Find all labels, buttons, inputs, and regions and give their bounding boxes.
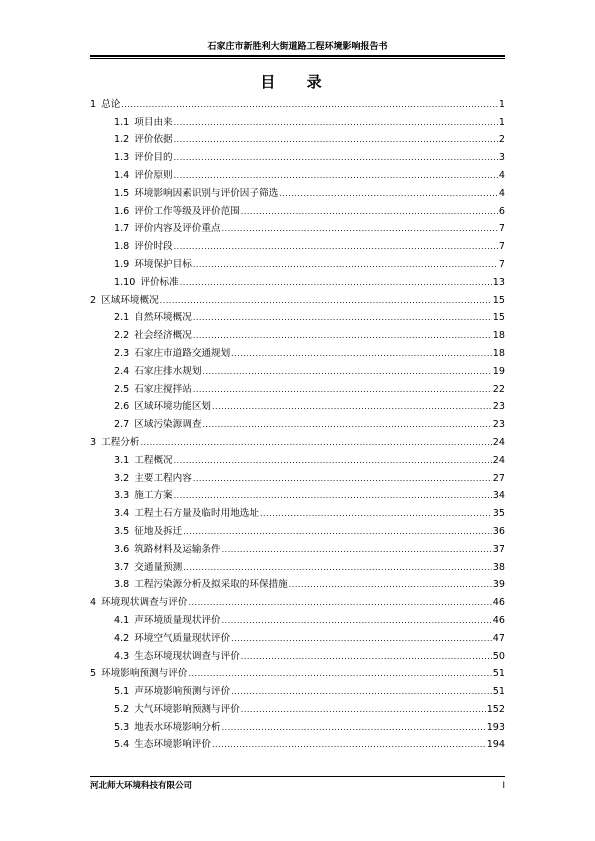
toc-entry-number: 2.4: [114, 365, 130, 377]
toc-dot-leader: [188, 668, 491, 680]
toc-section-entry[interactable]: [0, 680, 595, 698]
toc-entry-title: 项目由来: [134, 116, 173, 128]
toc-entry-page: 18: [492, 330, 505, 342]
toc-dot-leader: [174, 152, 498, 164]
header-divider-thick: [90, 55, 505, 57]
toc-entry-title: 大气环境影响预测与评价: [134, 703, 240, 715]
toc-heading: 目 录: [260, 73, 335, 91]
toc-dot-leader: [222, 722, 486, 734]
toc-entry-number: 3.8: [114, 579, 130, 591]
toc-entry-title: 评价原则: [134, 169, 173, 181]
toc-entry-title: 主要工程内容: [134, 472, 192, 484]
toc-entry-page: 24: [492, 436, 505, 448]
toc-entry-title: 社会经济概况: [134, 330, 192, 342]
toc-entry-title: 工程分析: [101, 436, 140, 448]
footer-page-number: I: [502, 781, 505, 791]
toc-entry-number: 4.2: [114, 632, 130, 644]
toc-entry-number: 4.1: [114, 614, 130, 626]
toc-entry-page: 50: [492, 650, 505, 662]
toc-entry-number: 2: [90, 294, 97, 306]
toc-section-entry[interactable]: [0, 235, 595, 253]
toc-entry-number: 3.5: [114, 525, 130, 537]
toc-section-entry[interactable]: [0, 485, 595, 503]
toc-dot-leader: [231, 686, 492, 698]
toc-dot-leader: [183, 562, 492, 574]
toc-dot-leader: [160, 295, 492, 307]
toc-entry-page: 7: [498, 258, 505, 270]
toc-entry-title: 石家庄市道路交通规划: [134, 347, 231, 359]
toc-entry-title: 石家庄排水规划: [134, 365, 202, 377]
toc-entry-title: 环境现状调查与评价: [101, 597, 188, 609]
toc-entry-page: 15: [492, 294, 505, 306]
toc-section-entry[interactable]: [0, 182, 595, 200]
toc-section-entry[interactable]: [0, 200, 595, 218]
toc-section-entry[interactable]: [0, 538, 595, 556]
toc-dot-leader: [188, 597, 491, 609]
toc-entry-title: 生态环境影响评价: [134, 739, 212, 751]
toc-entry-number: 1.3: [114, 152, 130, 164]
toc-entry-page: 15: [492, 312, 505, 324]
toc-entry-title: 总论: [101, 98, 121, 110]
toc-entry-number: 3.4: [114, 508, 130, 520]
toc-section-entry[interactable]: [0, 413, 595, 431]
toc-dot-leader: [193, 259, 498, 271]
toc-section-entry[interactable]: [0, 342, 595, 360]
toc-entry-page: 1: [498, 116, 505, 128]
toc-entry-number: 1.5: [114, 187, 130, 199]
toc-entry-number: 5: [90, 668, 97, 680]
toc-entry-page: 35: [492, 508, 505, 520]
toc-entry-page: 19: [492, 365, 505, 377]
toc-entry-title: 征地及拆迁: [134, 525, 183, 537]
toc-section-entry[interactable]: [0, 146, 595, 164]
toc-entry-title: 工程污染源分析及拟采取的环保措施: [134, 579, 288, 591]
toc-entry-page: 4: [498, 169, 505, 181]
toc-entry-title: 环境保护目标: [134, 258, 192, 270]
toc-entry-title: 评价依据: [134, 134, 173, 146]
toc-entry-number: 1.1: [114, 116, 130, 128]
toc-section-entry[interactable]: [0, 396, 595, 414]
toc-entry-page: 22: [492, 383, 505, 395]
toc-entry-number: 3.3: [114, 490, 130, 502]
toc-entry-title: 工程土石方量及临时用地选址: [134, 508, 259, 520]
toc-entry-title: 评价时段: [134, 241, 173, 253]
toc-dot-leader: [212, 401, 492, 413]
toc-entry-page: 51: [492, 668, 505, 680]
toc-entry-title: 交通量预测: [134, 561, 183, 573]
header-divider-thin: [90, 58, 505, 59]
toc-dot-leader: [174, 117, 498, 129]
toc-dot-leader: [212, 739, 486, 751]
footer-company-name: 河北师大环境科技有限公司: [90, 781, 193, 791]
toc-entry-title: 工程概况: [134, 454, 173, 466]
toc-chapter-entry[interactable]: [0, 663, 595, 681]
toc-entry-title: 评价工作等级及评价范围: [134, 205, 240, 217]
toc-entry-number: 4.3: [114, 650, 130, 662]
toc-entry-number: 2.5: [114, 383, 130, 395]
toc-section-entry[interactable]: [0, 164, 595, 182]
toc-entry-number: 2.3: [114, 347, 130, 359]
toc-entry-page: 3: [498, 152, 505, 164]
toc-entry-page: 7: [498, 223, 505, 235]
toc-entry-title: 筑路材料及运输条件: [134, 543, 221, 555]
toc-dot-leader: [193, 330, 492, 342]
toc-dot-leader: [241, 206, 498, 218]
toc-entry-number: 1.10: [114, 276, 136, 288]
toc-entry-page: 23: [492, 419, 505, 431]
toc-entry-number: 1.7: [114, 223, 130, 235]
toc-section-entry[interactable]: [0, 253, 595, 271]
toc-dot-leader: [121, 99, 498, 111]
toc-entry-number: 2.6: [114, 401, 130, 413]
toc-entry-title: 区域环境功能区划: [134, 401, 212, 413]
toc-entry-title: 自然环境概况: [134, 312, 192, 324]
toc-entry-title: 环境影响预测与评价: [101, 668, 188, 680]
toc-dot-leader: [202, 419, 491, 431]
toc-dot-leader: [174, 241, 498, 253]
toc-entry-page: 7: [498, 241, 505, 253]
toc-dot-leader: [140, 437, 491, 449]
toc-section-entry[interactable]: [0, 609, 595, 627]
toc-section-entry[interactable]: [0, 111, 595, 129]
toc-section-entry[interactable]: [0, 645, 595, 663]
toc-entry-page: 194: [486, 739, 505, 751]
toc-dot-leader: [222, 223, 498, 235]
toc-section-entry[interactable]: [0, 378, 595, 396]
toc-entry-page: 39: [492, 579, 505, 591]
toc-entry-number: 3.1: [114, 454, 130, 466]
toc-entry-title: 环境影响因素识别与评价因子筛选: [134, 187, 279, 199]
toc-dot-leader: [289, 579, 492, 591]
toc-entry-page: 2: [498, 134, 505, 146]
toc-chapter-entry[interactable]: [0, 93, 595, 111]
toc-section-entry[interactable]: [0, 734, 595, 752]
toc-section-entry[interactable]: [0, 218, 595, 236]
toc-section-entry[interactable]: [0, 307, 595, 325]
toc-section-entry[interactable]: [0, 502, 595, 520]
toc-entry-page: 47: [492, 632, 505, 644]
toc-entry-page: 6: [498, 205, 505, 217]
toc-section-entry[interactable]: [0, 627, 595, 645]
toc-section-entry[interactable]: [0, 360, 595, 378]
toc-entry-title: 环境空气质量现状评价: [134, 632, 231, 644]
toc-entry-title: 声环境影响预测与评价: [134, 686, 231, 698]
toc-entry-number: 5.4: [114, 739, 130, 751]
toc-dot-leader: [279, 188, 498, 200]
toc-entry-page: 18: [492, 347, 505, 359]
toc-entry-number: 3.6: [114, 543, 130, 555]
table-of-contents: [0, 93, 595, 751]
toc-dot-leader: [180, 277, 492, 289]
toc-entry-title: 声环境质量现状评价: [134, 614, 221, 626]
toc-dot-leader: [174, 490, 492, 502]
toc-dot-leader: [193, 384, 492, 396]
toc-section-entry[interactable]: [0, 520, 595, 538]
toc-entry-number: 1.8: [114, 241, 130, 253]
toc-entry-title: 生态环境现状调查与评价: [134, 650, 240, 662]
toc-entry-number: 5.3: [114, 721, 130, 733]
toc-dot-leader: [174, 134, 498, 146]
toc-entry-number: 1.9: [114, 258, 130, 270]
toc-entry-title: 区域污染源调查: [134, 419, 202, 431]
toc-entry-number: 1: [90, 98, 97, 110]
toc-entry-number: 4: [90, 597, 97, 609]
toc-section-entry[interactable]: [0, 556, 595, 574]
toc-entry-page: 24: [492, 454, 505, 466]
toc-entry-title: 施工方案: [134, 490, 173, 502]
toc-entry-page: 51: [492, 686, 505, 698]
toc-section-entry[interactable]: [0, 449, 595, 467]
toc-dot-leader: [231, 348, 492, 360]
toc-entry-page: 23: [492, 401, 505, 413]
toc-entry-number: 3.2: [114, 472, 130, 484]
toc-dot-leader: [260, 508, 492, 520]
toc-dot-leader: [174, 455, 492, 467]
toc-entry-title: 评价内容及评价重点: [134, 223, 221, 235]
toc-entry-title: 区域环境概况: [101, 294, 159, 306]
toc-entry-title: 评价目的: [134, 152, 173, 164]
toc-entry-number: 1.6: [114, 205, 130, 217]
toc-entry-number: 1.4: [114, 169, 130, 181]
toc-entry-number: 3.7: [114, 561, 130, 573]
toc-entry-number: 5.2: [114, 703, 130, 715]
toc-dot-leader: [193, 312, 492, 324]
toc-chapter-entry[interactable]: [0, 431, 595, 449]
toc-entry-page: 46: [492, 614, 505, 626]
document-title: 石家庄市新胜利大街道路工程环境影响报告书: [207, 42, 388, 52]
toc-entry-number: 2.7: [114, 419, 130, 431]
toc-chapter-entry[interactable]: [0, 591, 595, 609]
toc-entry-title: 评价标准: [140, 276, 179, 288]
toc-entry-page: 36: [492, 525, 505, 537]
toc-dot-leader: [241, 704, 486, 716]
toc-entry-page: 1: [498, 98, 505, 110]
toc-entry-number: 3: [90, 436, 97, 448]
toc-entry-page: 34: [492, 490, 505, 502]
toc-dot-leader: [202, 366, 491, 378]
toc-entry-number: 2.1: [114, 312, 130, 324]
toc-section-entry[interactable]: [0, 716, 595, 734]
toc-section-entry[interactable]: [0, 129, 595, 147]
toc-entry-page: 13: [492, 276, 505, 288]
toc-entry-title: 地表水环境影响分析: [134, 721, 221, 733]
toc-dot-leader: [222, 544, 492, 556]
toc-dot-leader: [241, 651, 492, 663]
toc-section-entry[interactable]: [0, 467, 595, 485]
toc-entry-number: 1.2: [114, 134, 130, 146]
toc-entry-title: 石家庄搅拌站: [134, 383, 192, 395]
toc-section-entry[interactable]: [0, 574, 595, 592]
toc-entry-page: 46: [492, 597, 505, 609]
toc-dot-leader: [222, 615, 492, 627]
toc-dot-leader: [193, 473, 492, 485]
toc-entry-page: 37: [492, 543, 505, 555]
toc-entry-number: 2.2: [114, 330, 130, 342]
toc-entry-page: 38: [492, 561, 505, 573]
toc-entry-number: 5.1: [114, 686, 130, 698]
toc-entry-page: 4: [498, 187, 505, 199]
toc-dot-leader: [231, 633, 492, 645]
toc-section-entry[interactable]: [0, 698, 595, 716]
footer-divider: [90, 776, 505, 777]
toc-entry-page: 193: [486, 721, 505, 733]
toc-section-entry[interactable]: [0, 324, 595, 342]
toc-chapter-entry[interactable]: [0, 289, 595, 307]
toc-entry-page: 152: [486, 703, 505, 715]
toc-entry-page: 27: [492, 472, 505, 484]
toc-dot-leader: [183, 526, 492, 538]
toc-dot-leader: [174, 170, 498, 182]
toc-section-entry[interactable]: [0, 271, 595, 289]
